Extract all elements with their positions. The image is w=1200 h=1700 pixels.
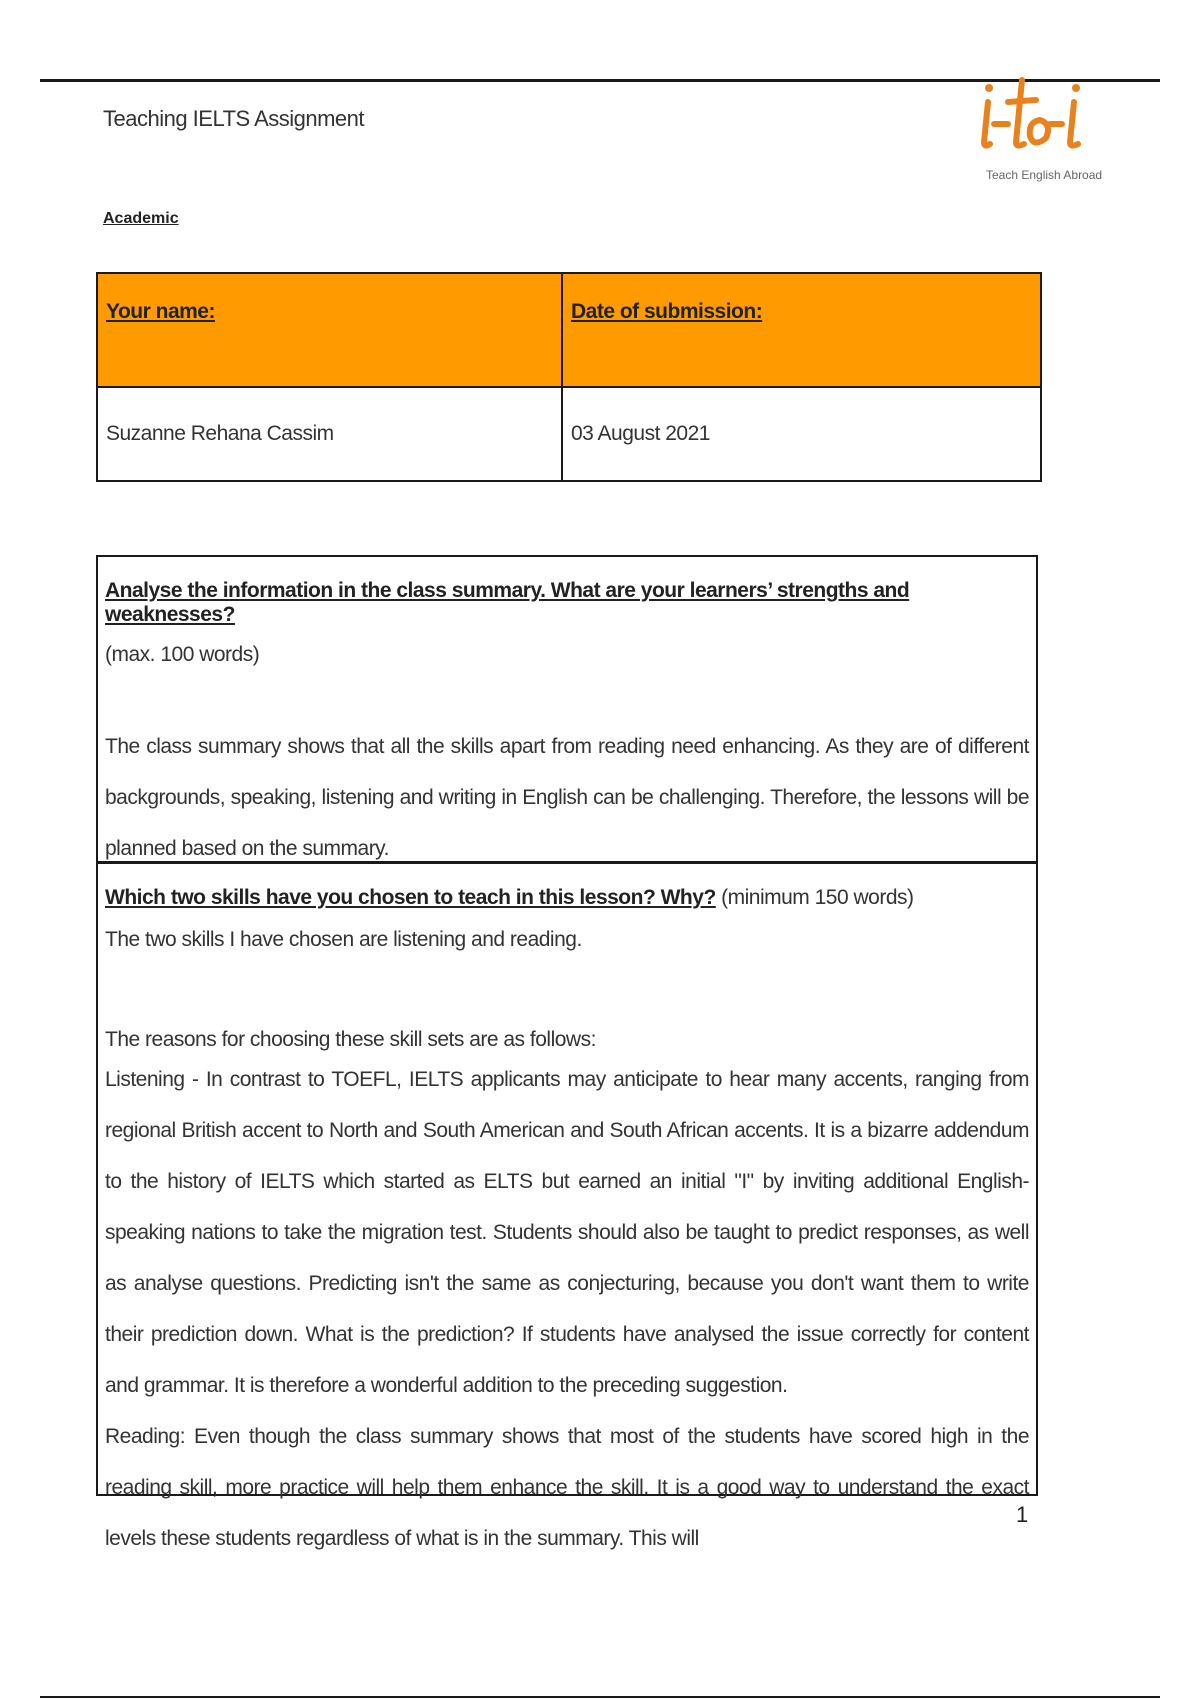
question2-answer-intro: The two skills I have chosen are listening and reading.: [105, 928, 582, 951]
question2-limit: (minimum 150 words): [715, 886, 914, 909]
question2-listening: Listening - In contrast to TOEFL, IELTS applicants may anticipate to hear many accents, ranging from regional British accent to North and South American and South African accents. It is a bizarre addendum to the history of IELTS which started as ELTS but earned an initial "I" by inviting additional English-speaking nations to take the migration test. Students should also be taught to predict responses, as well as analyse questions. Predicting isn't the same as conjecturing, because you don't want them to write their prediction down. What is the prediction? If students have analysed the issue correctly for content and grammar. It is therefore a wonderful addition to the preceding suggestion.: [105, 1068, 1029, 1397]
question2-reasons-intro: The reasons for choosing these skill sets are as follows:: [105, 1028, 596, 1051]
question1-answer: The class summary shows that all the skills apart from reading need enhancing. As they are of different backgrounds, speaking, listening and writing in English can be challenging. Therefore, the lessons will be planned based on the summary.: [105, 735, 1029, 860]
question2-box: [96, 862, 1038, 1550]
name-header-cell: [97, 273, 562, 387]
date-value: 03 August 2021: [571, 422, 710, 445]
question1-limit: (max. 100 words): [105, 643, 260, 666]
name-value: Suzanne Rehana Cassim: [106, 422, 334, 445]
page-number: 1: [1016, 1502, 1029, 1527]
submission-info-table: [96, 272, 1042, 482]
date-label: Date of submission:: [571, 300, 763, 323]
question2-reading: Reading: Even though the class summary shows that most of the students have scored high in the reading skill, more practice will help them enhance the skill. It is a good way to understand the exact levels these students regardless of what is in the summary. This will: [105, 1425, 1029, 1550]
date-header-cell: [562, 273, 1041, 387]
document-title: Teaching IELTS Assignment: [103, 106, 365, 131]
question1-heading: Analyse the information in the class summary. What are your learners’ strengths and weaknesses?: [105, 579, 910, 626]
info-value-row: [97, 387, 1041, 481]
section-label: Academic: [103, 210, 179, 227]
question2-heading: Which two skills have you chosen to teach in this lesson? Why?: [105, 886, 716, 909]
name-value-cell: [97, 387, 562, 481]
info-header-row: [97, 273, 1041, 387]
date-value-cell: [562, 387, 1041, 481]
logo-tagline: Teach English Abroad: [986, 168, 1103, 182]
name-label: Your name:: [106, 300, 215, 323]
question1-box: [96, 555, 1038, 863]
footer-rule: [40, 1696, 1160, 1698]
